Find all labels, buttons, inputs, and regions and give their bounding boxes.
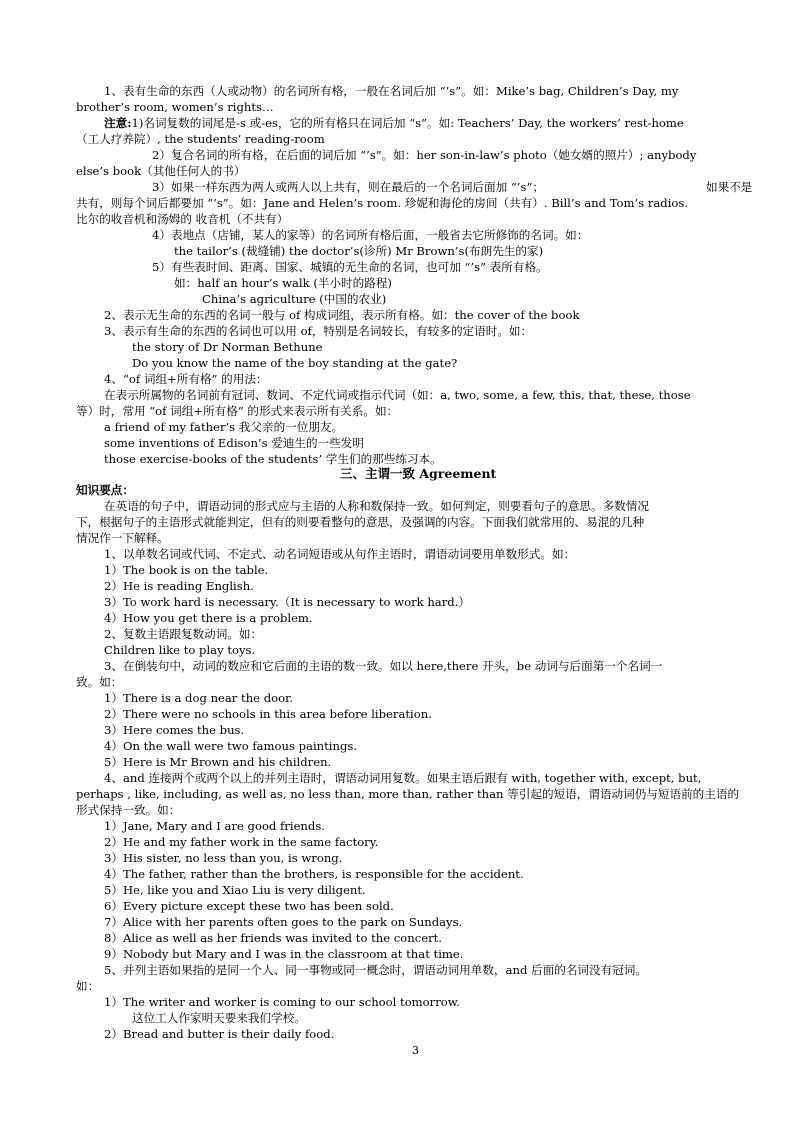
note-text: 1)名词复数的词尾是-s 或-es，它的所有格只在词后加 “s”。如: Teachers’ Day, the workers’ rest-home xyxy=(131,116,684,130)
example-line: 8）Alice as well as her friends was invited to the concert. xyxy=(104,931,442,945)
key-points-label: 知识要点： xyxy=(76,483,134,497)
text-line: 情况作一下解释。 xyxy=(76,531,169,545)
text-line: 3）如果一样东西为两人或两人以上共有，则在最后的一个名词后面加 “’s”； xyxy=(152,180,544,194)
text-line xyxy=(104,115,684,131)
text-line: 5）有些表时间、距离、国家、城镇的无生命的名词，也可加 “’s” 表所有格。 xyxy=(152,260,548,274)
example-line: 1）There is a dog near the door. xyxy=(104,691,294,705)
text-line: else’s book（其他任何人的书） xyxy=(76,164,246,178)
example-line: 2）There were no schools in this area before liberation. xyxy=(104,707,432,721)
text-line: 2）复合名词的所有格，在后面的词后加 “’s”。如：her son-in-law’s photo（她女婿的照片）; anybody xyxy=(152,148,697,162)
text-line: 在表示所属物的名词前有冠词、数词、不定代词或指示代词（如：a, two, some, a few, this, that, these, those xyxy=(104,388,691,402)
text-line: the tailor’s (裁缝铺) the doctor’s(诊所) Mr Brown’s(布朗先生的家) xyxy=(174,244,544,258)
rule-line: 2、复数主语跟复数动词。如： xyxy=(104,627,263,641)
text-line: 共有，则每个词后都要加 “’s”。如：Jane and Helen’s room. 珍妮和海伦的房间（共有）. Bill’s and Tom’s radios. xyxy=(76,196,689,210)
example-line: 4）The father, rather than the brothers, is responsible for the accident. xyxy=(104,867,524,881)
example-line: 9）Nobody but Mary and I was in the classroom at that time. xyxy=(104,947,464,961)
example-line: 6）Every picture except these two has been sold. xyxy=(104,899,394,913)
text-line: a friend of my father’s 我父亲的一位朋友。 xyxy=(104,420,344,434)
example-line: 2）Bread and butter is their daily food. xyxy=(104,1027,335,1041)
text-line: 等）时，常用 “of 词组+所有格” 的形式来表示所有关系。如： xyxy=(76,404,399,418)
example-line: 1）Jane, Mary and I are good friends. xyxy=(104,819,325,833)
text-line: 如：half an hour’s walk (半小时的路程) xyxy=(174,276,392,290)
text-line: China’s agriculture (中国的农业) xyxy=(202,292,387,306)
page-number: 3 xyxy=(412,1044,419,1057)
text-line: 下，根据句子的主语形式就能判定，但有的则要看整句的意思，及强调的内容。下面我们就常用的、易混的几种 xyxy=(76,515,645,529)
example-line: 2）He is reading English. xyxy=(104,579,254,593)
example-line: 5）Here is Mr Brown and his children. xyxy=(104,755,332,769)
rule-line: 形式保持一致。如： xyxy=(76,803,181,817)
example-line: 2）He and my father work in the same factory. xyxy=(104,835,379,849)
example-line: Children like to play toys. xyxy=(104,643,256,657)
text-line: （工人疗养院）, the students’ reading-room xyxy=(76,132,325,146)
rule-line: 如： xyxy=(76,979,100,993)
note-label: 注意: xyxy=(104,116,132,130)
text-line: those exercise-books of the students’ 学生们的那些练习本。 xyxy=(104,452,442,466)
rule-line: 致。如： xyxy=(76,675,123,689)
rule-line: 1、以单数名词或代词、不定式、动名词短语或从句作主语时，谓语动词要用单数形式。如： xyxy=(104,547,576,561)
rule-line: 4、and 连接两个或两个以上的并列主语时，谓语动词用复数。如果主语后跟有 with, together with, except, but, xyxy=(104,771,702,785)
example-line: 1）The writer and worker is coming to our school tomorrow. xyxy=(104,995,460,1009)
example-line: 5）He, like you and Xiao Liu is very diligent. xyxy=(104,883,366,897)
text-line: 1、表有生命的东西（人或动物）的名词所有格，一般在名词后加 “’s”。如：Mike’s bag, Children’s Day, my xyxy=(104,84,679,98)
example-line: 1）The book is on the table. xyxy=(104,563,269,577)
text-line: the story of Dr Norman Bethune xyxy=(132,340,323,354)
example-line: 4）On the wall were two famous paintings. xyxy=(104,739,358,753)
example-line: 3）Here comes the bus. xyxy=(104,723,245,737)
text-line: Do you know the name of the boy standing at the gate? xyxy=(132,356,458,370)
text-line: brother’s room, women’s rights… xyxy=(76,100,274,114)
example-translation: 这位工人作家明天要来我们学校。 xyxy=(132,1011,306,1025)
rule-line: perhaps , like, including, as well as, no less than, more than, rather than 等引起的短语，谓语动词仍与短语前的主语的 xyxy=(76,787,740,801)
text-line: 如果不是 xyxy=(706,180,753,194)
text-line: 4）表地点（店铺，某人的家等）的名词所有格后面，一般省去它所修饰的名词。如： xyxy=(152,228,589,242)
example-line: 4）How you get there is a problem. xyxy=(104,611,313,625)
text-line: 3、表示有生命的东西的名词也可以用 of，特别是名词较长，有较多的定语时。如： xyxy=(104,324,533,338)
text-line: 在英语的句子中，谓语动词的形式应与主语的人称和数保持一致。如何判定，则要看句子的意思。多数情况 xyxy=(104,499,649,513)
text-line: 4、“of 词组+所有格” 的用法： xyxy=(104,372,268,386)
text-line: some inventions of Edison’s 爱迪生的一些发明 xyxy=(104,436,364,450)
text-line: 比尔的收音机和汤姆的 收音机（不共有） xyxy=(76,212,289,226)
rule-line: 3、在倒装句中，动词的数应和它后面的主语的数一致。如以 here,there 开头，be 动词与后面第一个名词一 xyxy=(104,659,663,673)
example-line: 7）Alice with her parents often goes to the park on Sundays. xyxy=(104,915,463,929)
rule-line: 5、并列主语如果指的是同一个人、同一事物或同一概念时，谓语动词用单数，and 后面的名词没有冠词。 xyxy=(104,963,647,977)
section-title: 三、主谓一致 Agreement xyxy=(340,466,497,481)
example-line: 3）His sister, no less than you, is wrong. xyxy=(104,851,343,865)
text-line: 2、表示无生命的东西的名词一般与 of 构成词组，表示所有格。如：the cover of the book xyxy=(104,308,580,322)
example-line: 3）To work hard is necessary.（It is necessary to work hard.） xyxy=(104,595,470,609)
